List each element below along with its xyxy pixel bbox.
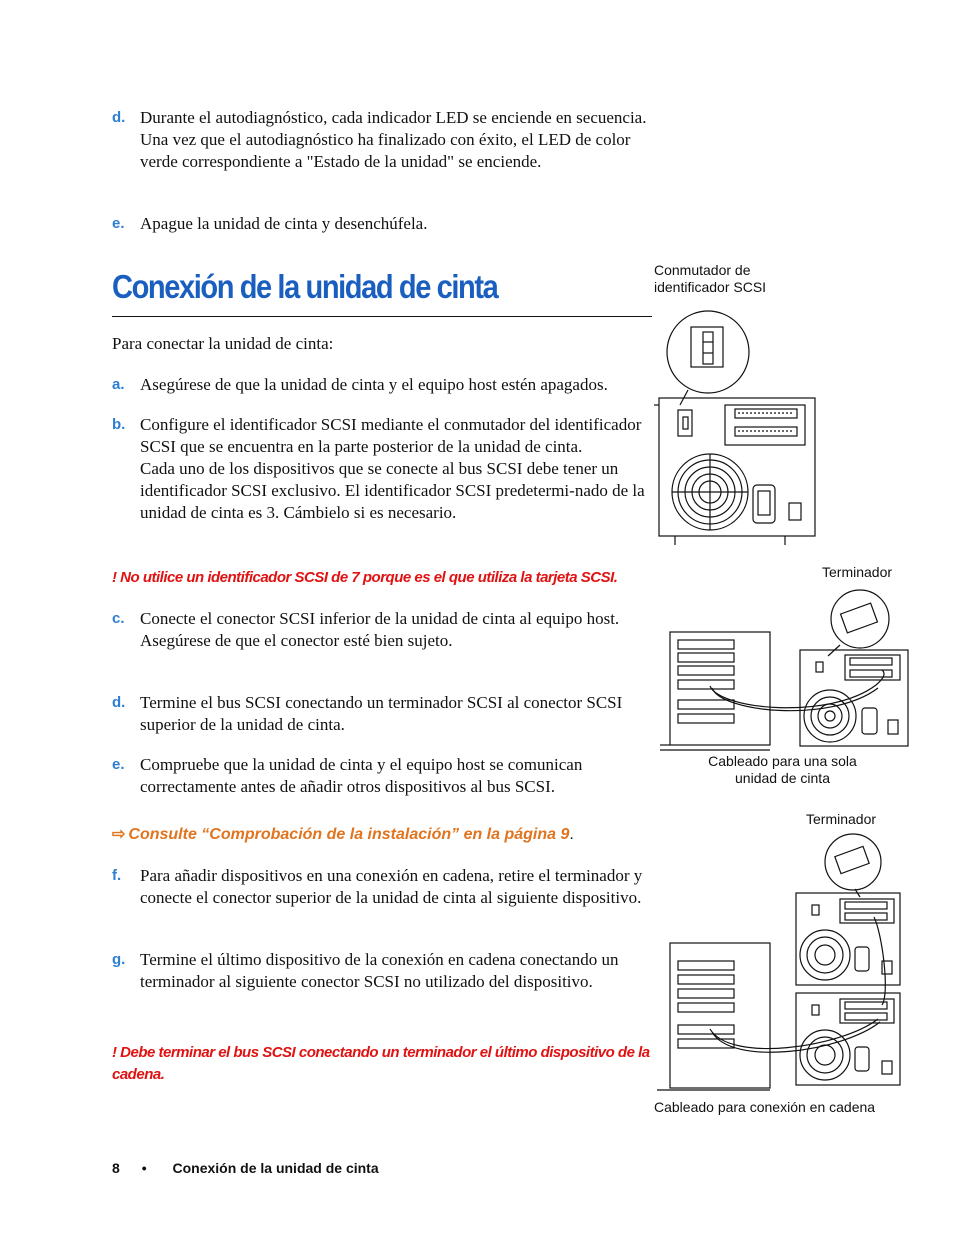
warning-terminate-bus: ! Debe terminar el bus SCSI conectando un terminador el último dispositivo de la cadena. — [112, 1044, 650, 1083]
step-text: Cada uno de los dispositivos que se conecte al bus SCSI debe tener un identificador SCSI exclusivo. El identificador SCSI predetermi-nado de la unidad de cinta es 3. Cámbielo si es necesario. — [140, 459, 645, 522]
caption-scsi-switch: Conmutador de identificador SCSI — [654, 262, 767, 295]
step-text: Configure el identificador SCSI mediante el conmutador del identificador SCSI que se encuentra en la parte posterior de la unidad de cinta. — [140, 415, 642, 456]
step-text: Asegúrese de que la unidad de cinta y el equipo host estén apagados. — [140, 375, 608, 394]
pointing-arrow-icon: ⇨ — [112, 826, 126, 843]
step-label: e. — [112, 215, 125, 232]
step-text: Termine el bus SCSI conectando un terminador SCSI al conector SCSI superior de la unidad de cinta. — [140, 693, 623, 734]
footer-title: Conexión de la unidad de cinta — [172, 1160, 379, 1176]
footer-bullet: • — [141, 1160, 147, 1176]
step-label: d. — [112, 694, 126, 711]
step-label: a. — [112, 376, 125, 393]
section-rule — [112, 316, 652, 317]
page-number: 8 — [112, 1160, 120, 1176]
caption-daisy-chain: Cableado para conexión en cadena — [654, 1099, 876, 1115]
tape-drive-rear-illustration — [650, 305, 830, 550]
intro-text: Para conectar la unidad de cinta: — [112, 334, 334, 353]
step-label: d. — [112, 109, 126, 126]
step-text: Para añadir dispositivos en una conexión en cadena, retire el terminador y conecte el conector superior de la unidad de cinta al siguiente dispositivo. — [140, 866, 643, 907]
caption-single-drive: Cableado para una sola unidad de cinta — [708, 753, 857, 786]
step-text: Conecte el conector SCSI inferior de la unidad de cinta al equipo host. — [140, 609, 620, 628]
section-title: Conexión de la unidad de cinta — [112, 268, 498, 305]
caption-terminator-2: Terminador — [806, 811, 877, 827]
daisy-chain-cabling-illustration — [650, 833, 910, 1093]
step-label: e. — [112, 756, 125, 773]
single-drive-cabling-illustration — [650, 590, 920, 755]
step-label: b. — [112, 416, 126, 433]
step-label: f. — [112, 867, 122, 884]
step-text: Asegúrese de que el conector esté bien sujeto. — [140, 631, 453, 650]
step-text: Termine el último dispositivo de la conexión en cadena conectando un terminador al siguiente conector SCSI no utilizado del dispositivo. — [140, 950, 619, 991]
step-label: g. — [112, 951, 126, 968]
step-label: c. — [112, 610, 125, 627]
step-text: Compruebe que la unidad de cinta y el equipo host se comunican correctamente antes de añadir otros dispositivos al bus SCSI. — [140, 755, 583, 796]
caption-terminator-1: Terminador — [822, 564, 893, 580]
cross-reference-link[interactable]: ⇨ Consulte “Comprobación de la instalación” en la página 9. — [112, 826, 574, 843]
warning-scsi-id: ! No utilice un identificador SCSI de 7 porque es el que utiliza la tarjeta SCSI. — [112, 569, 618, 586]
xref-text[interactable]: Consulte “Comprobación de la instalación” en la página 9 — [128, 826, 570, 843]
step-text: Durante el autodiagnóstico, cada indicador LED se enciende en secuencia. Una vez que el autodiagnóstico ha finalizado con éxito, el LED de color verde correspondiente a "Estado de la unidad" se enciende. — [140, 108, 647, 171]
step-text: Apague la unidad de cinta y desenchúfela. — [140, 214, 428, 233]
page-footer — [112, 1160, 379, 1176]
